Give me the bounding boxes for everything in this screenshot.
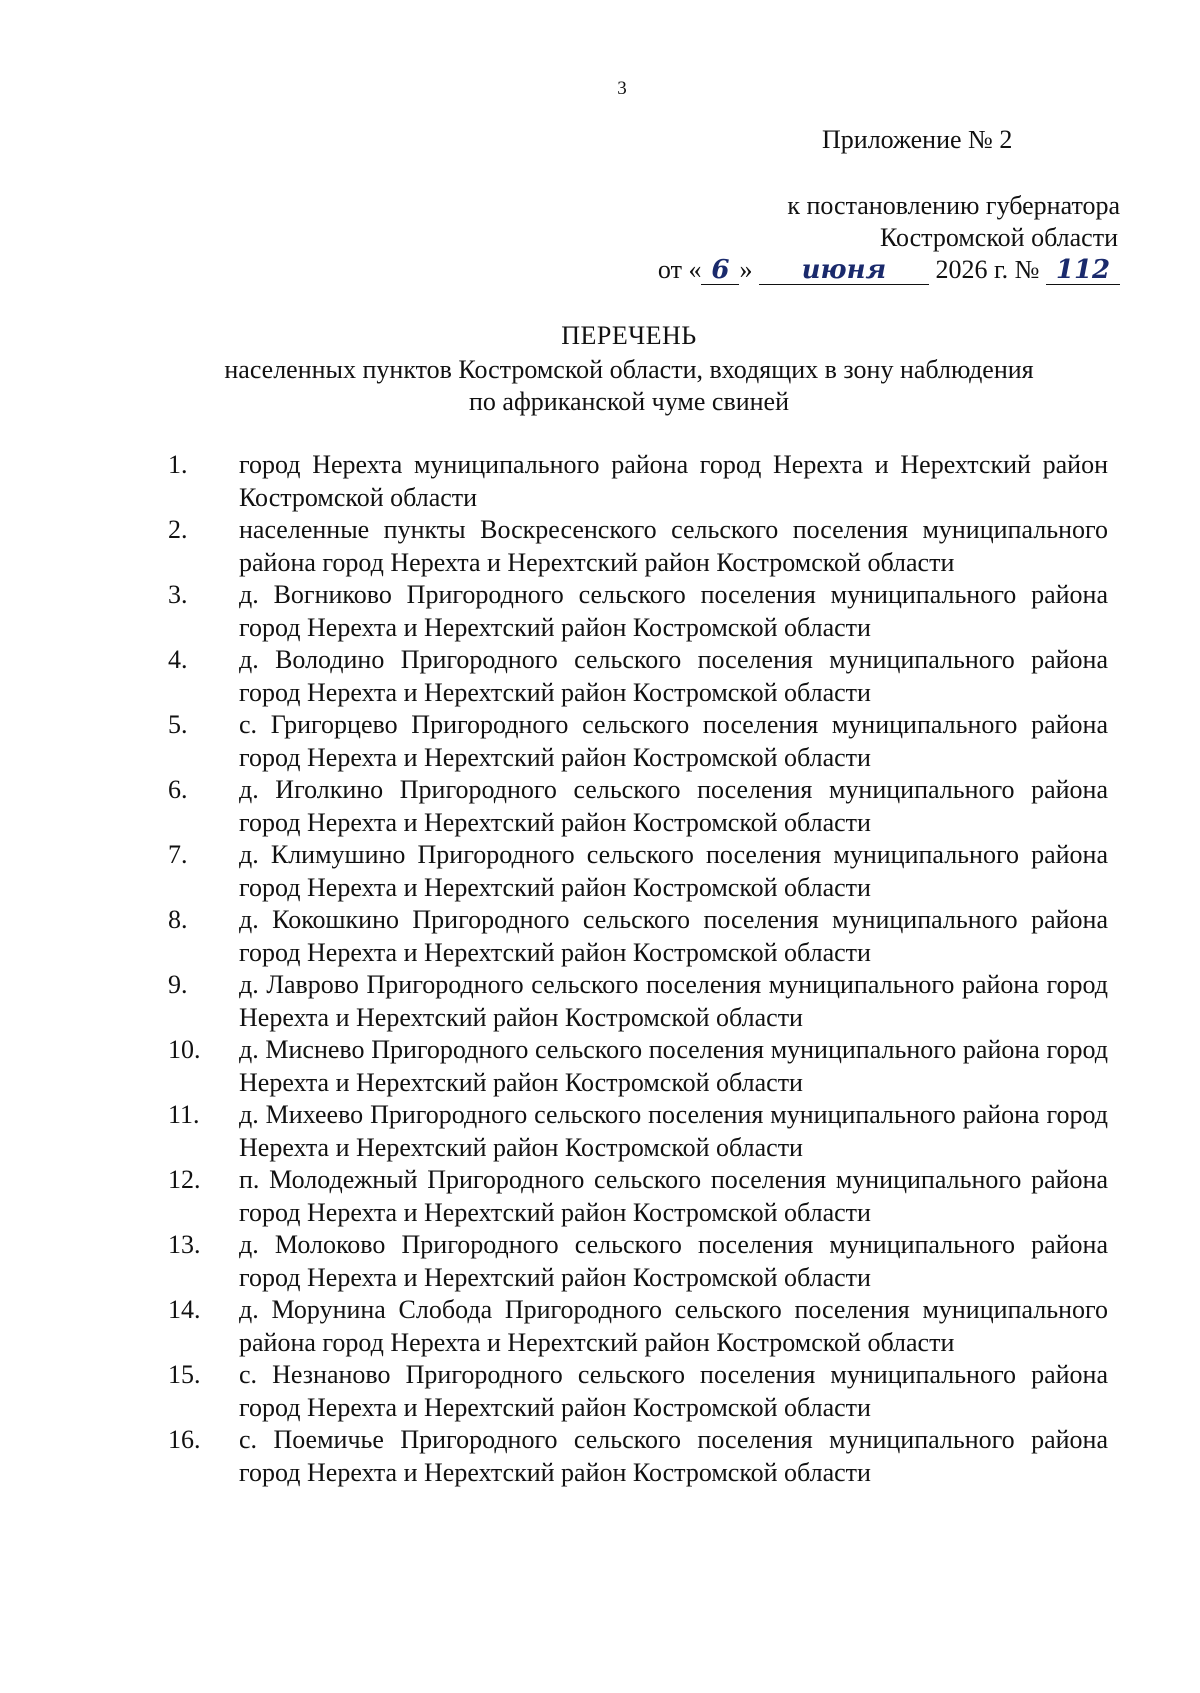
list-item-text: д. Кокошкино Пригородного сельского поселения муниципального района город Нерехта и Нерехтский район Костромской области [239,905,1108,967]
list-item-number: 4. [168,645,188,674]
resolution-reference [650,190,1120,286]
list-item-text: д. Лаврово Пригородного сельского поселения муниципального района город Нерехта и Нерехтский район Костромской области [239,970,1108,1032]
resolution-date-line [650,254,1120,286]
handwritten-number: 112 [1046,256,1120,285]
list-item-text: с. Григорцево Пригородного сельского поселения муниципального района город Нерехта и Нерехтский район Костромской области [239,710,1108,772]
list-item-number: 8. [168,905,188,934]
list-item-text: с. Незнаново Пригородного сельского поселения муниципального района город Нерехта и Нерехтский район Костромской области [239,1360,1108,1422]
list-item-text: город Нерехта муниципального района город Нерехта и Нерехтский район Костромской области [239,450,1108,512]
list-item [168,1229,1108,1294]
list-item-text: д. Морунина Слобода Пригородного сельского поселения муниципального района город Нерехта и Нерехтский район Костромской области [239,1295,1108,1357]
list-item-number: 10. [168,1035,201,1064]
page-number: 3 [617,78,627,99]
list-item [168,1099,1108,1164]
handwritten-day: 6 [701,256,739,285]
list-item-text: населенные пункты Воскресенского сельского поселения муниципального района город Нерехта и Нерехтский район Костромской области [239,515,1108,577]
list-item-number: 5. [168,710,188,739]
list-item-text: д. Иголкино Пригородного сельского поселения муниципального района город Нерехта и Нерехтский район Костромской области [239,775,1108,837]
list-item [168,1424,1108,1489]
list-item-text: д. Климушино Пригородного сельского поселения муниципального района город Нерехта и Нерехтский район Костромской области [239,840,1108,902]
list-item-number: 14. [168,1295,201,1324]
list-item [168,904,1108,969]
list-item [168,1164,1108,1229]
list-item [168,449,1108,514]
list-item [168,1034,1108,1099]
resolution-line-2: Костромской области [879,223,1118,252]
list-item [168,969,1108,1034]
list-item-text: д. Володино Пригородного сельского поселения муниципального района город Нерехта и Нерехтский район Костромской области [239,645,1108,707]
handwritten-month: июня [759,256,929,285]
list-item [168,1359,1108,1424]
appendix-label: Приложение № 2 [822,125,1013,154]
list-item-number: 11. [168,1100,200,1129]
list-item-number: 16. [168,1425,201,1454]
date-mid: » [739,255,753,284]
list-item-number: 7. [168,840,188,869]
list-item-number: 15. [168,1360,201,1389]
list-item-number: 12. [168,1165,201,1194]
list-item-number: 9. [168,970,188,999]
list-item-text: с. Поемичье Пригородного сельского поселения муниципального района город Нерехта и Нерехтский район Костромской области [239,1425,1108,1487]
list-item [168,709,1108,774]
document-heading [0,320,1200,418]
document-title: ПЕРЕЧЕНЬ [561,321,697,350]
list-item-text: д. Миснево Пригородного сельского поселения муниципального района город Нерехта и Нерехтский район Костромской области [239,1035,1108,1097]
list-item [168,514,1108,579]
list-item-text: д. Михеево Пригородного сельского поселения муниципального района город Нерехта и Нерехтский район Костромской области [239,1100,1108,1162]
year-text: 2026 г. № [935,255,1040,284]
resolution-line-1: к постановлению губернатора [787,191,1120,220]
list-item-text: д. Вогниково Пригородного сельского поселения муниципального района город Нерехта и Нерехтский район Костромской области [239,580,1108,642]
list-item-number: 2. [168,515,188,544]
list-item [168,579,1108,644]
list-item-text: п. Молодежный Пригородного сельского поселения муниципального района город Нерехта и Нерехтский район Костромской области [239,1165,1108,1227]
list-item-number: 6. [168,775,188,804]
document-subtitle-line-2: по африканской чуме свиней [469,387,789,416]
list-item [168,774,1108,839]
list-item [168,1294,1108,1359]
document-subtitle-line-1: населенных пунктов Костромской области, входящих в зону наблюдения [224,355,1034,384]
list-item-number: 13. [168,1230,201,1259]
date-prefix: от « [657,255,702,284]
list-item-number: 1. [168,450,188,479]
list-item [168,644,1108,709]
list-item-text: д. Молоково Пригородного сельского поселения муниципального района город Нерехта и Нерехтский район Костромской области [239,1230,1108,1292]
list-item [168,839,1108,904]
list-item-number: 3. [168,580,188,609]
settlement-list [168,449,1108,1489]
